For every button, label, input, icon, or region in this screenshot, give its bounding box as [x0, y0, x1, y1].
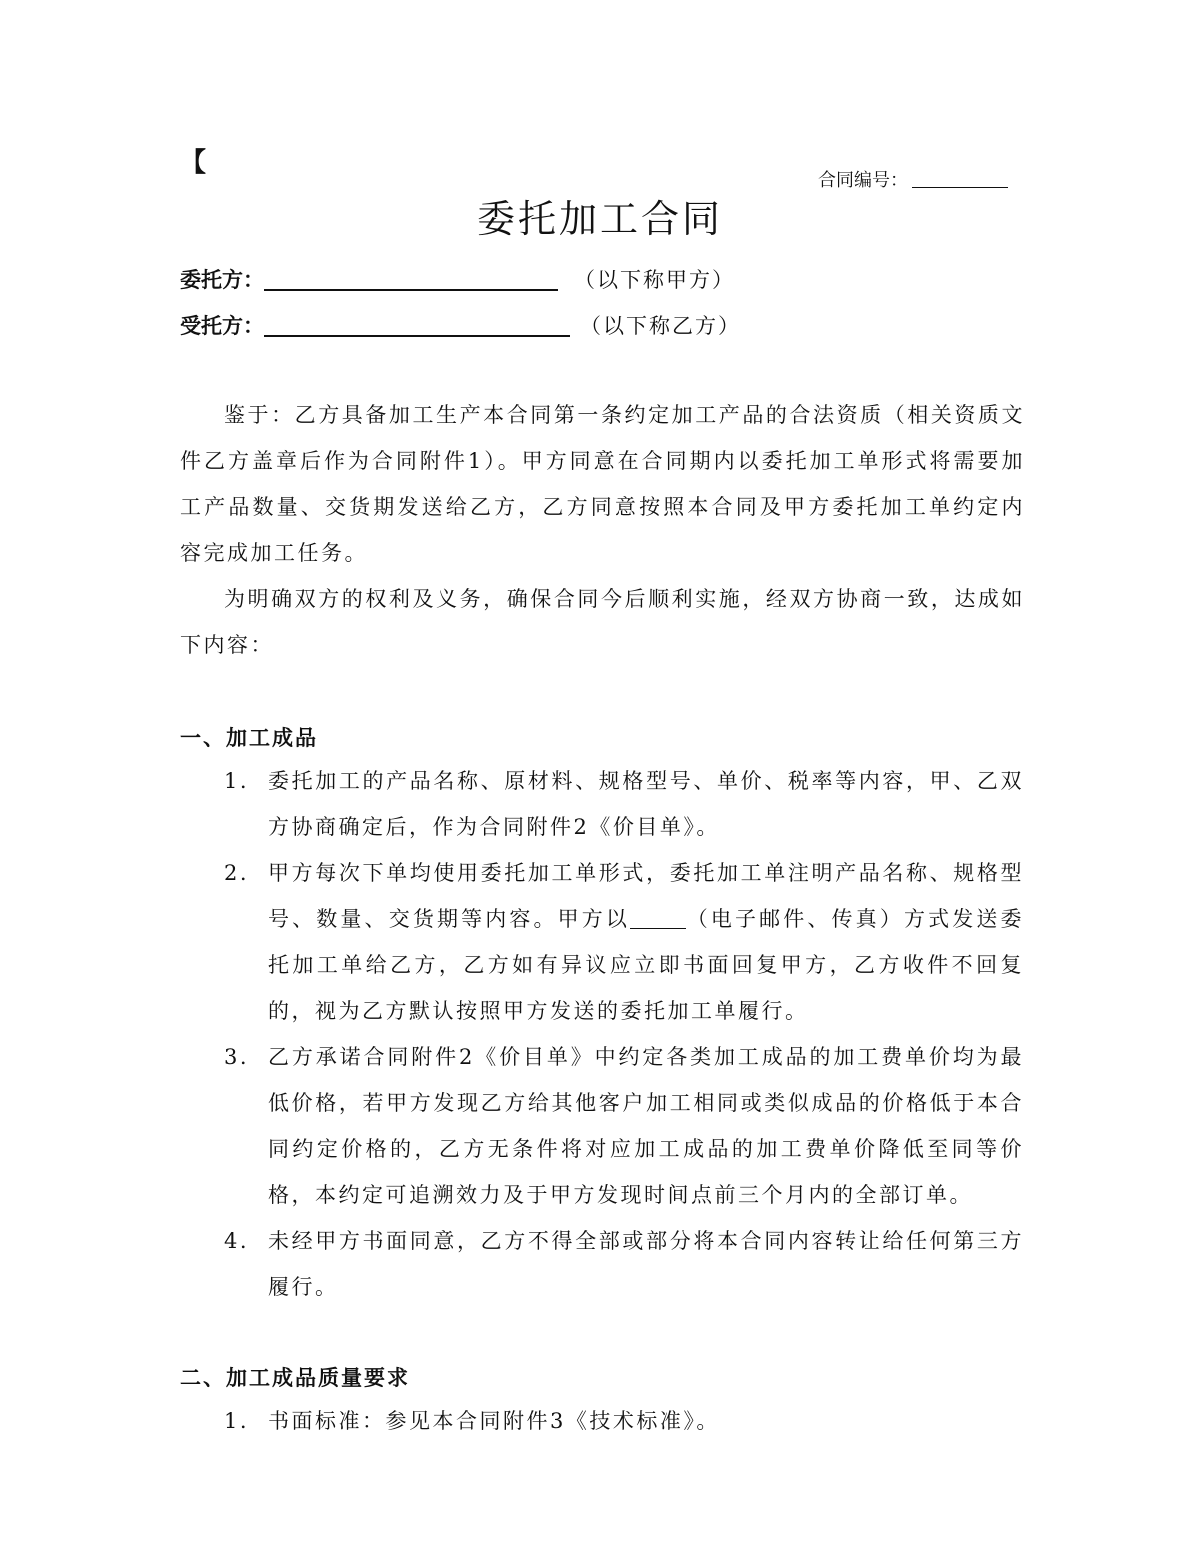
item-number: 4. [224, 1229, 250, 1253]
left-bracket-mark: 【 [180, 148, 207, 178]
contractor-party-line [180, 310, 741, 340]
section-1-item-3 [224, 1034, 1024, 1218]
item-number: 1. [224, 769, 250, 793]
contractor-party-label: 受托方： [180, 314, 264, 338]
section-2-heading: 二、加工成品质量要求 [180, 1366, 410, 1390]
preamble-paragraph-2: 为明确双方的权利及义务，确保合同今后顺利实施，经双方协商一致，达成如下内容： [180, 587, 1025, 657]
client-party-note: （以下称甲方） [574, 268, 735, 292]
item-number: 2. [224, 861, 250, 885]
contract-number-blank [912, 169, 1008, 188]
contract-number-label: 合同编号： [818, 170, 908, 191]
item-number: 3. [224, 1045, 250, 1069]
delivery-method-blank [630, 908, 686, 929]
item-text: 乙方承诺合同附件2《价目单》中约定各类加工成品的加工费单价均为最低价格，若甲方发现乙方给其他客户加工相同或类似成品的价格低于本合同约定价格的，乙方无条件将对应加工成品的加工费单价降低至同等价格，本约定可追溯效力及于甲方发现时间点前三个月内的全部订单。 [268, 1045, 1024, 1207]
preamble-paragraph-1: 鉴于：乙方具备加工生产本合同第一条约定加工产品的合法资质（相关资质文件乙方盖章后作为合同附件1）。甲方同意在合同期内以委托加工单形式将需要加工产品数量、交货期发送给乙方，乙方同意按照本合同及甲方委托加工单约定内容完成加工任务。 [180, 403, 1025, 565]
section-2-item-1 [224, 1398, 1024, 1444]
document-title: 委托加工合同 [476, 197, 723, 241]
item-text: 委托加工的产品名称、原材料、规格型号、单价、税率等内容，甲、乙双方协商确定后，作为合同附件2《价目单》。 [268, 769, 1024, 839]
section-1-item-2 [224, 850, 1024, 1034]
item-text-after-blank: （电子邮件、传真）方式发送委托加工单给乙方，乙方如有异议应立即书面回复甲方，乙方收件不回复的，视为乙方默认按照甲方发送的委托加工单履行。 [268, 907, 1025, 1023]
contractor-party-blank [264, 313, 570, 337]
section-1-heading: 一、加工成品 [180, 726, 318, 750]
section-1-item-1 [224, 758, 1024, 850]
client-party-label: 委托方： [180, 268, 264, 292]
section-1-item-4 [224, 1218, 1024, 1310]
item-text: 未经甲方书面同意，乙方不得全部或部分将本合同内容转让给任何第三方履行。 [268, 1229, 1024, 1299]
item-text: 书面标准：参见本合同附件3《技术标准》。 [268, 1409, 720, 1433]
client-party-line [180, 264, 735, 294]
item-text [268, 850, 1024, 1034]
contractor-party-note: （以下称乙方） [580, 314, 741, 338]
item-text-before-blank: 甲方每次下单均使用委托加工单形式，委托加工单注明产品名称、规格型号、数量、交货期等内容。甲方以 [268, 861, 1024, 931]
client-party-blank [264, 267, 558, 291]
item-number: 1. [224, 1409, 250, 1433]
